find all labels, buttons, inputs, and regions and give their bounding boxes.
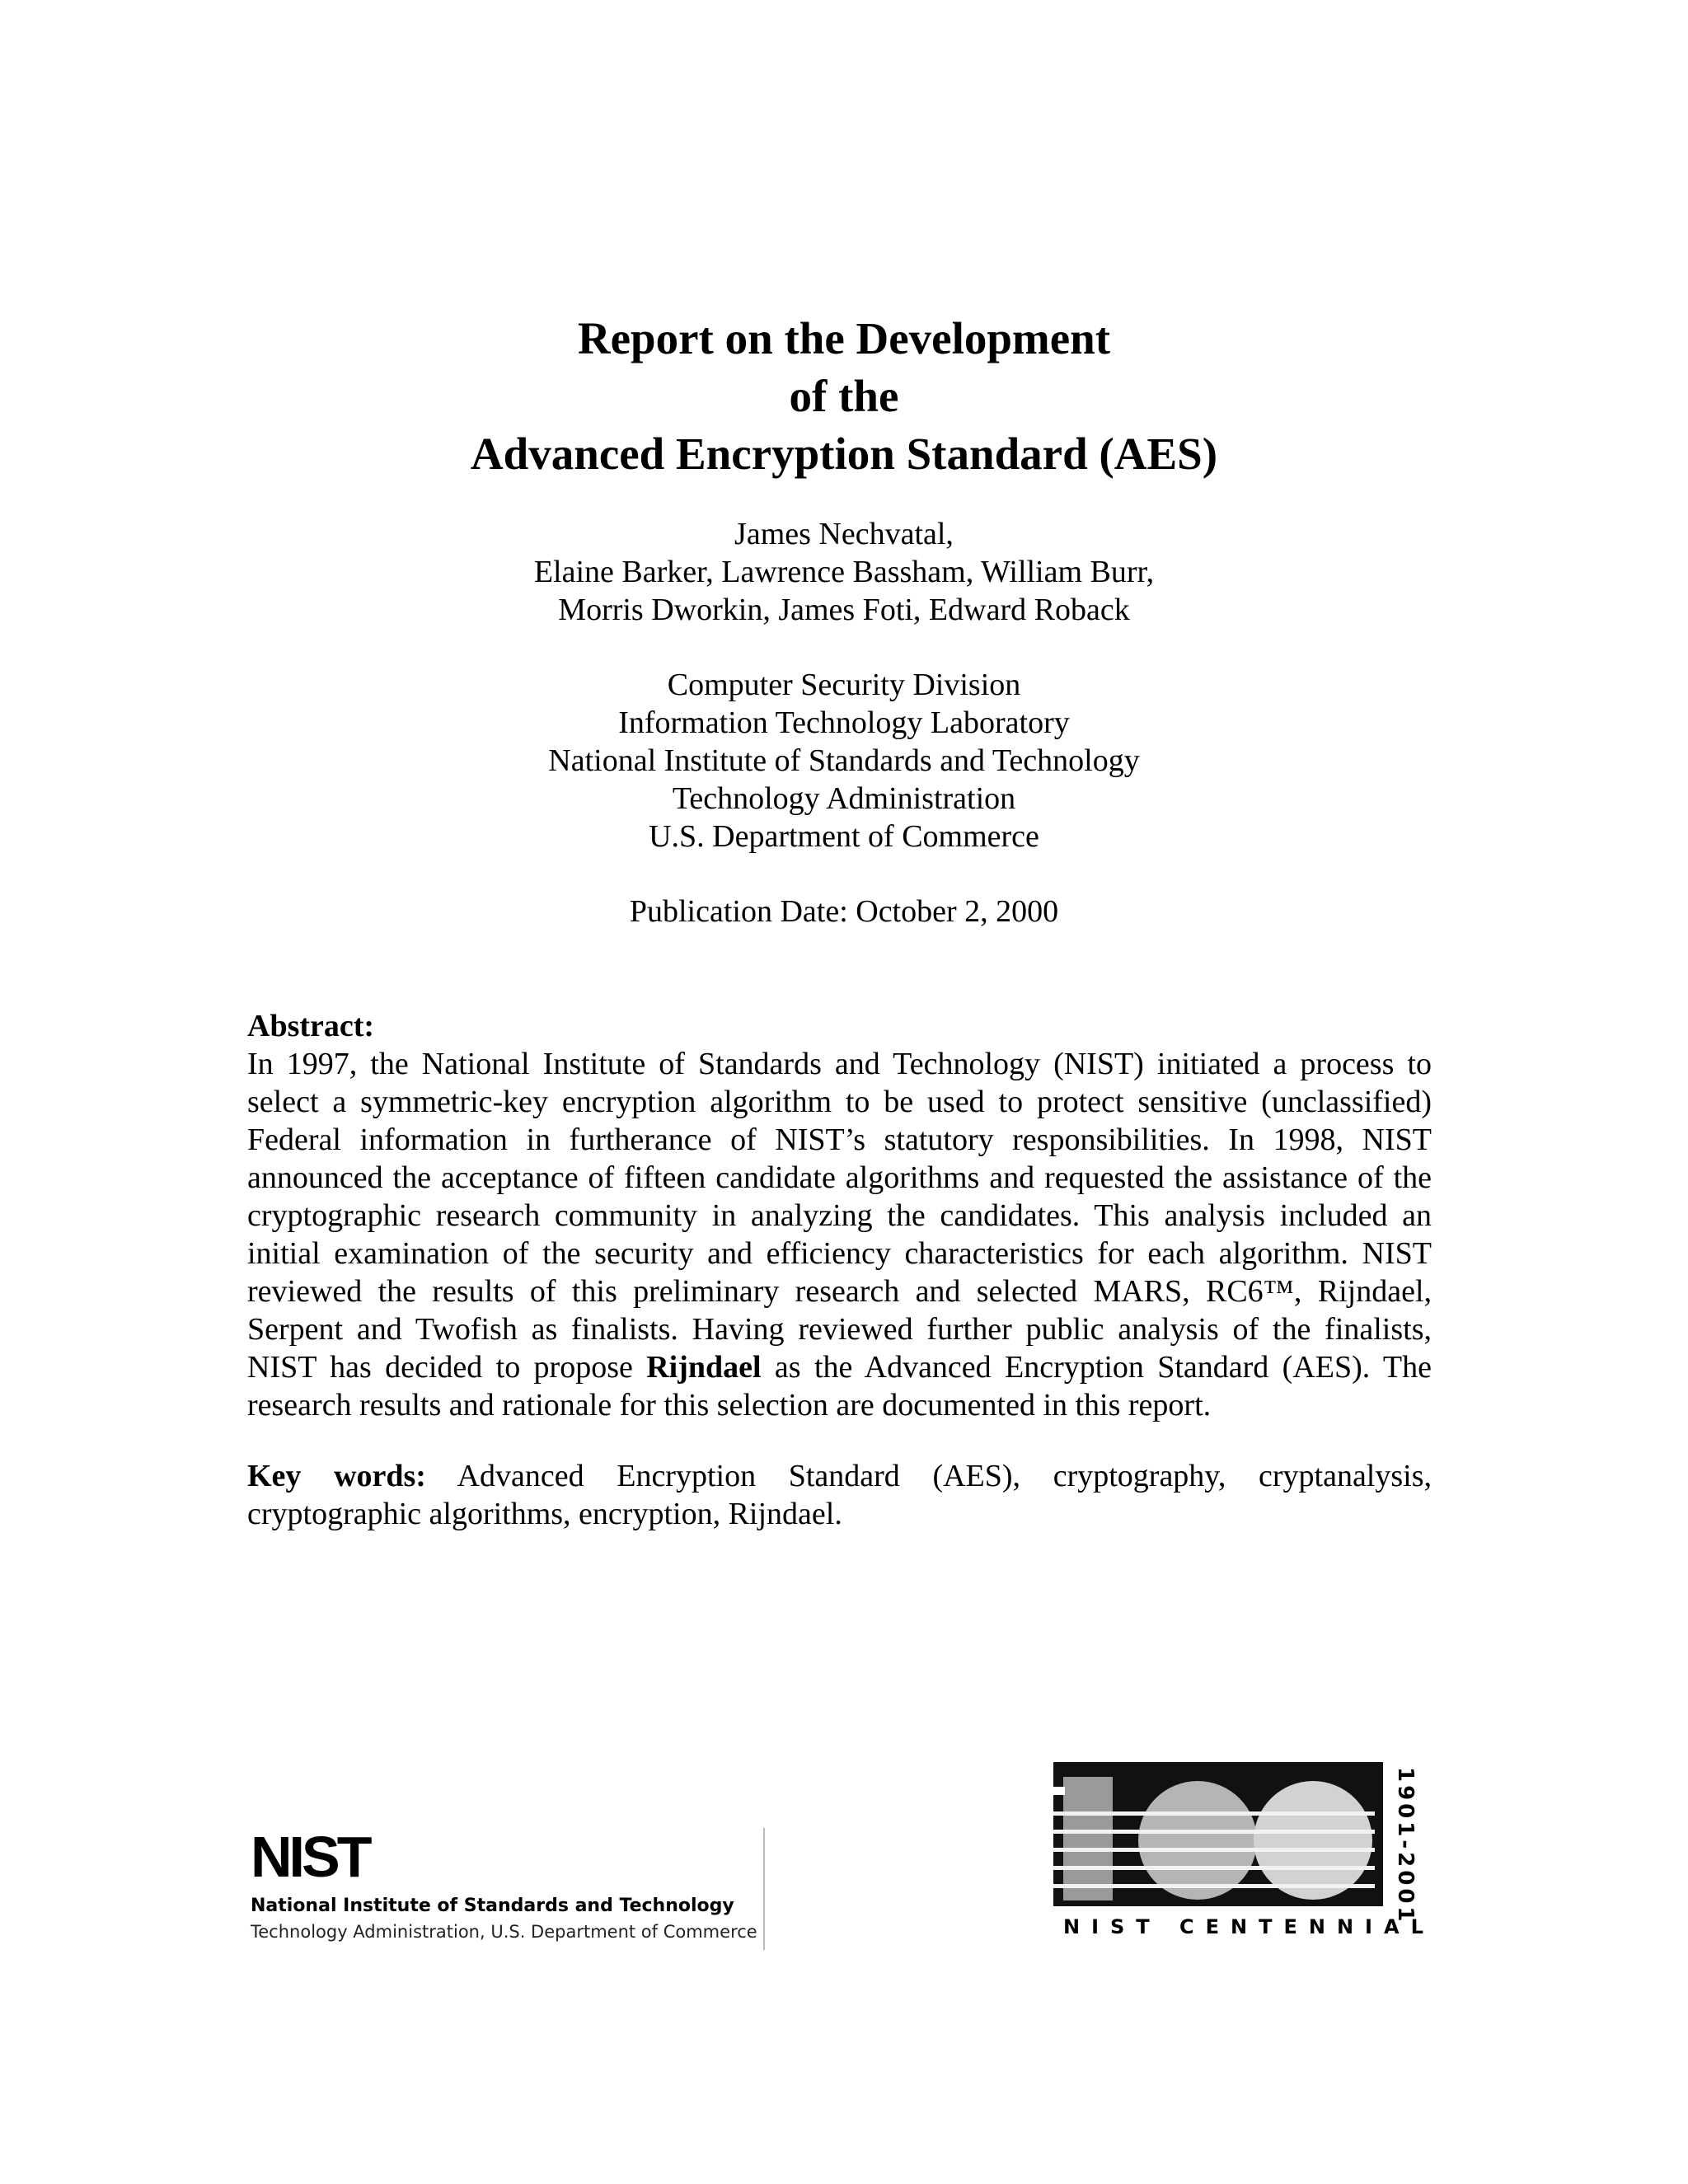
- nist-centennial-logo: [1053, 1762, 1435, 1952]
- nist-logo: [251, 1825, 762, 1950]
- affiliation-line: U.S. Department of Commerce: [649, 819, 1039, 854]
- title-line: Report on the Development: [577, 313, 1111, 363]
- nist-logo-name: National Institute of Standards and Technology: [251, 1896, 734, 1916]
- centennial-years: 1901-2001: [1393, 1767, 1418, 1925]
- author-line: James Nechvatal,: [734, 517, 954, 551]
- logo-divider: [763, 1828, 765, 1950]
- keywords-text: Advanced Encryption Standard (AES), cryptography, cryptanalysis, cryptographic algorithms, encryption, Rijndael.: [247, 1459, 1432, 1531]
- report-title: [0, 310, 1688, 483]
- abstract-text-after: as the Advanced Encryption Standard (AES). The research results and rationale for this selection are documented in this report.: [247, 1350, 1432, 1422]
- centennial-graphic: [1053, 1762, 1391, 1910]
- affiliation-line: Computer Security Division: [667, 668, 1021, 702]
- keywords-section: [247, 1457, 1432, 1533]
- title-line: of the: [789, 371, 899, 421]
- abstract-section: [247, 1007, 1432, 1424]
- author-line: Elaine Barker, Lawrence Bassham, William Burr,: [533, 555, 1155, 589]
- publication-date: Publication Date: October 2, 2000: [629, 894, 1059, 929]
- nist-logo-agency: Technology Administration, U.S. Department of Commerce: [251, 1922, 757, 1942]
- abstract-bold-term: Rijndael: [646, 1350, 762, 1385]
- author-list: [0, 515, 1688, 629]
- title-line: Advanced Encryption Standard (AES): [470, 429, 1218, 479]
- affiliation-block: [0, 666, 1688, 855]
- abstract-body: [247, 1045, 1432, 1424]
- centennial-label: NIST CENTENNIAL: [1063, 1915, 1435, 1938]
- affiliation-line: Information Technology Laboratory: [618, 705, 1070, 740]
- affiliation-line: National Institute of Standards and Technology: [548, 743, 1140, 778]
- keywords-label: Key words:: [247, 1459, 426, 1493]
- abstract-heading: Abstract:: [247, 1009, 375, 1043]
- affiliation-line: Technology Administration: [672, 781, 1016, 816]
- abstract-text-before: In 1997, the National Institute of Standards and Technology (NIST) initiated a process to select a symmetric-key encryption algorithm to be used to protect sensitive (unclassified) Federal information in furtherance of NIST’s statutory responsibilities. In 1998, NIST announced the acceptance of fifteen candidate algorithms and requested the assistance of the cryptographic research community in analyzing the candidates. This analysis included an initial examination of the security and efficiency characteristics for each algorithm. NIST reviewed the results of this preliminary research and selected MARS, RC6™, Rijndael, Serpent and Twofish as finalists. Having reviewed further public analysis of the finalists, NIST has decided to propose: [247, 1047, 1432, 1385]
- author-line: Morris Dworkin, James Foti, Edward Roback: [558, 593, 1130, 627]
- nist-wordmark: NIST: [251, 1825, 369, 1889]
